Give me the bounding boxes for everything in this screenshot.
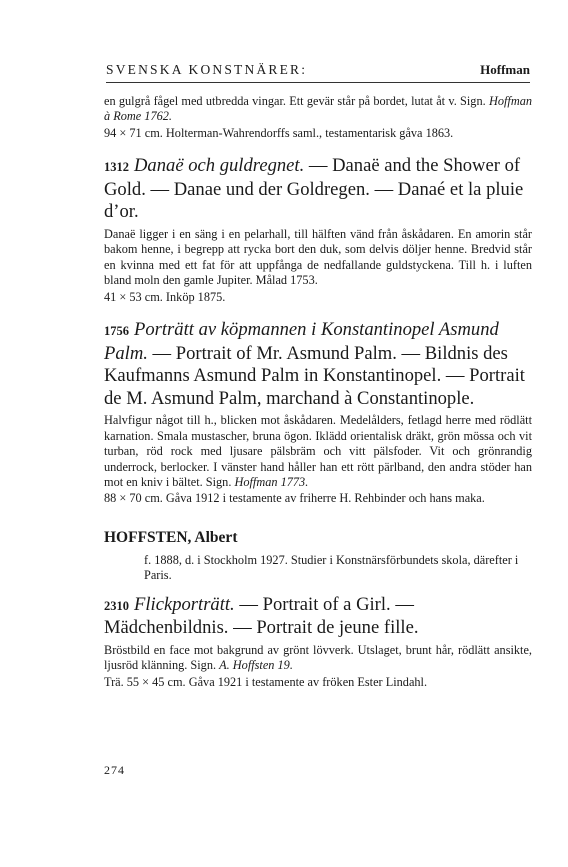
entry-meta: 94 × 71 cm. Holterman-Wahrendorffs saml., testamentarisk gåva 1863. xyxy=(104,125,454,140)
entry-meta: Trä. 55 × 45 cm. Gåva 1921 i testamente av fröken Ester Lindahl. xyxy=(104,674,428,689)
entry-number: 2310 xyxy=(104,598,129,613)
signature: Hoffman 1773. xyxy=(234,475,309,490)
entry-meta: 88 × 70 cm. Gåva 1912 i testamente av friherre H. Rehbinder och hans maka. xyxy=(104,491,485,506)
catalog-entry-1756 xyxy=(104,319,532,507)
artist-name: HOFFSTEN, Albert xyxy=(104,528,238,546)
section-name: Hoffman xyxy=(480,62,530,77)
entry-description: Danaë ligger i en säng i en pelarhall, till hälften vänd från åskådaren. En amorin står bakom henne, i begrepp att rycka bort den duk, som delvis döljer henne. Bredvid står en kvinna med ett fat för att uppfånga de nedfallande guldstyckena. Till h. i luften bland moln den gamle Jupiter. Målad 1753. xyxy=(104,227,532,288)
entry-title xyxy=(104,155,532,224)
swedish-title: Danaë och guldregnet. xyxy=(134,155,305,177)
artist-biography: f. 1888, d. i Stockholm 1927. Studier i Konstnärsförbundets skola, därefter i Paris. xyxy=(144,552,519,583)
entry-meta: 41 × 53 cm. Inköp 1875. xyxy=(104,289,226,304)
catalog-entry-2310 xyxy=(104,594,532,690)
entry-title xyxy=(104,594,532,640)
translated-titles: — Portrait of a Girl. — Mädchenbildnis. — Portrait de jeune fille. xyxy=(104,593,419,639)
artist-section xyxy=(104,529,532,584)
entry-description: en gulgrå fågel med utbredda vingar. Ett gevär står på bordet, lutat åt v. Sign. Hoffman à Rome 1762. xyxy=(104,94,532,124)
entry-description: Bröstbild en face mot bakgrund av grönt lövverk. Utslaget, brunt hår, rödlätt ansikte, ljusröd klänning. Sign. A. Hoffsten 19. xyxy=(104,642,532,673)
signature: Hoffman à Rome 1762. xyxy=(104,94,532,124)
swedish-title: Porträtt av köpmannen i Konstantinopel Asmund Palm. xyxy=(104,319,499,364)
entry-title xyxy=(104,319,532,410)
translated-titles: — Danaë and the Shower of Gold. — Danae und der Goldregen. — Danaé et la pluie d’or. xyxy=(104,155,524,223)
signature: A. Hoffsten 19. xyxy=(219,658,293,673)
entry-number: 1312 xyxy=(104,160,129,175)
page-number: 274 xyxy=(104,763,125,777)
entry-continuation xyxy=(104,94,532,141)
running-head: SVENSKA KONSTNÄRER: xyxy=(106,62,308,77)
entry-number: 1756 xyxy=(104,324,129,339)
entry-description: Halvfigur något till h., blicken mot åskådaren. Medelålders, fetlagd herre med rödlätt karnation. Smala mustascher, bruna ögon. Iklädd orientalisk dräkt, grön mössa och vit turban, röd rock med ljusare pälsbräm och vitt pälsfoder. Vit och grönrandig underrock, berlocker. I vänster hand håller han ett rött pärlband, den andra stöder han mot en kniv i bältet. Sign. Hoffman 1773. xyxy=(104,413,532,490)
translated-titles: — Portrait of Mr. Asmund Palm. — Bildnis des Kaufmanns Asmund Palm in Konstantinopel. — Portrait de M. Asmund Palm, marchand à Constantinople. xyxy=(104,342,525,409)
catalog-entry-1312 xyxy=(104,155,532,305)
page-body xyxy=(104,94,532,690)
swedish-title: Flickporträtt. xyxy=(134,593,235,615)
page-header xyxy=(106,62,530,83)
